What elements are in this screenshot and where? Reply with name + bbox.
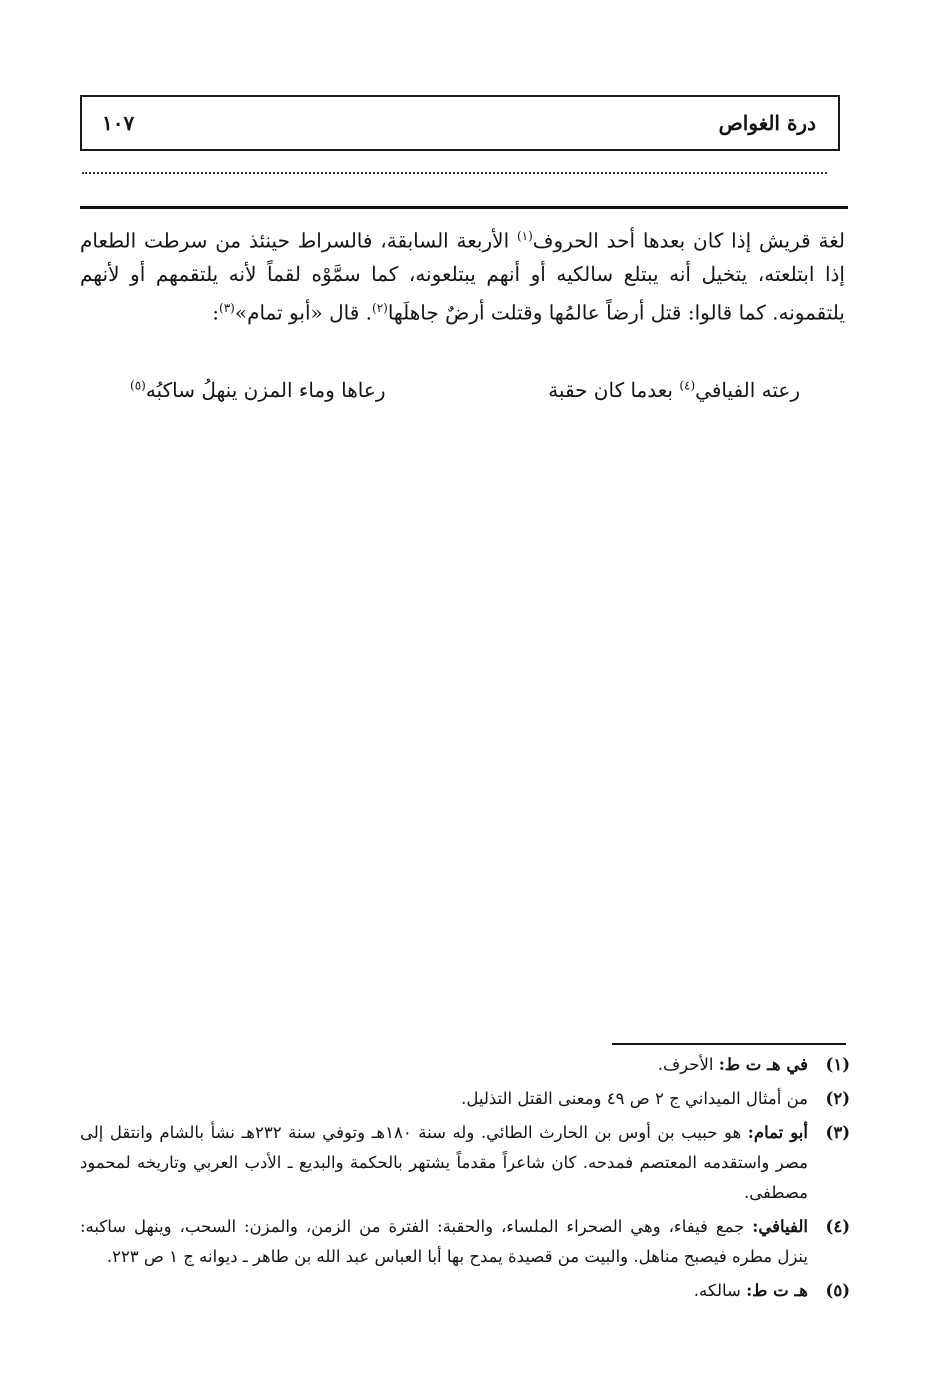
footnote-number: (١): [825, 1055, 850, 1074]
running-header: [80, 95, 840, 151]
footnote-ref-2[interactable]: (٢): [372, 300, 388, 315]
footnote-text: من أمثال الميداني ج ٢ ص ٤٩ ومعنى القتل التذليل.: [461, 1089, 808, 1108]
footnote-text: جمع فيفاء، وهي الصحراء الملساء، والحقبة: الفترة من الزمن، والمزن: السحب، وينهل ساكبه: ينزل مطره فيصبح مناهل. والبيت من قصيدة يمدح بها أبا العباس عبد الله بن طاهر ـ ديوانه ج ١ ص ٢٢٣.: [80, 1217, 808, 1266]
footnote-number: (٥): [825, 1281, 850, 1300]
footnote-rule: [612, 1043, 846, 1045]
footnote-item: [80, 1276, 850, 1306]
footnote-lead: أبو تمام:: [747, 1123, 808, 1142]
footnote-lead: هـ ت ط:: [746, 1281, 808, 1300]
footnote-lead: في هـ ت ط:: [718, 1055, 808, 1074]
footnote-item: [80, 1118, 850, 1208]
footnote-text: سالكه.: [693, 1281, 747, 1300]
footnote-ref-5[interactable]: (٥): [130, 378, 146, 393]
paragraph-text: الأربعة السابقة، فالسراط حينئذ من سرطت الطعام إذا ابتلعته، يتخيل أنه يبتلع سالكيه أو أنهم يبتلعونه، كما سمَّوْه لقماً لأنه يلتقمهم أو لأنهم يلتقمونه. كما قالوا: قتل أرضاً عالمُها وقتلت أرضٌ جاهلَها: [80, 228, 845, 325]
hemistich-text: رعته الفيافي: [695, 378, 800, 402]
footnotes-list: [80, 1050, 850, 1310]
footnote-number: (٤): [825, 1217, 850, 1236]
footnote-ref-3[interactable]: (٣): [219, 300, 235, 315]
hemistich-text: رعاها وماء المزن ينهلُ ساكبُه: [145, 378, 386, 402]
footnote-item: [80, 1084, 850, 1114]
header-title: درة الغواص: [718, 111, 816, 135]
hemistich-text: بعدما كان حقبة: [548, 378, 680, 402]
footnote-ref-4[interactable]: (٤): [679, 378, 696, 393]
paragraph-text: . قال «أبو تمام»: [234, 300, 372, 325]
poetry-verse: [130, 378, 800, 412]
footnote-text: هو حبيب بن أوس بن الحارث الطائي. وله سنة ١٨٠هـ وتوفي سنة ٢٣٢هـ نشأ بالشام وانتقل إلى مصر واستقدمه المعتصم فمدحه. كان شاعراً مقدماً يشتهر بالحكمة والبديع ـ الأدب العربي وتاريخه لمحمود مصطفى.: [80, 1123, 808, 1202]
dotted-separator: [82, 172, 827, 174]
footnote-item: [80, 1212, 850, 1272]
footnote-lead: الفيافي:: [752, 1217, 808, 1236]
second-hemistich: [130, 378, 386, 402]
top-rule: [80, 206, 848, 209]
footnote-text: الأحرف.: [657, 1055, 719, 1074]
footnote-number: (٢): [825, 1089, 850, 1108]
footnote-ref-1[interactable]: (١): [516, 229, 533, 243]
footnote-number: (٣): [825, 1123, 850, 1142]
first-hemistich: [548, 378, 800, 402]
main-paragraph: [80, 220, 845, 330]
paragraph-text: :: [212, 300, 220, 325]
footnote-item: [80, 1050, 850, 1080]
paragraph-text: لغة قريش إذا كان بعدها أحد الحروف: [532, 228, 845, 253]
page-number: ١٠٧: [102, 111, 135, 135]
